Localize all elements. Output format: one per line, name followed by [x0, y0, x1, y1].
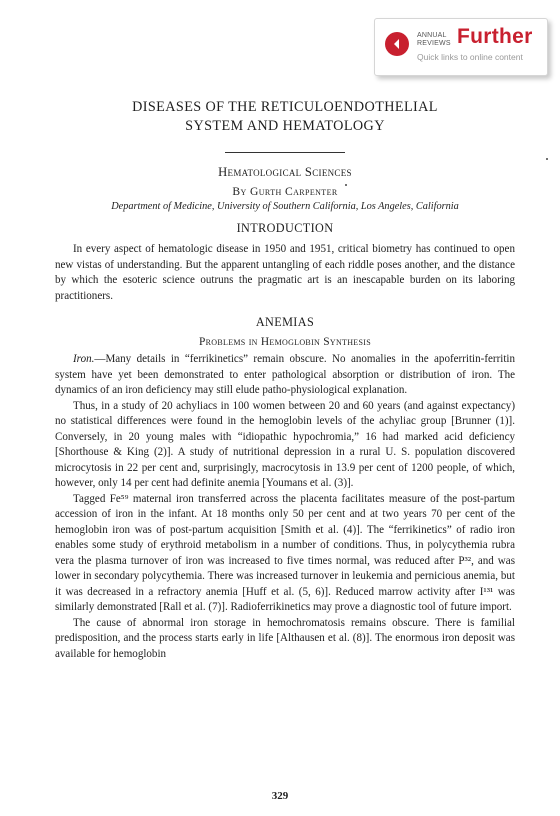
title-divider: [225, 152, 345, 153]
anemias-subheading: Problems in Hemoglobin Synthesis: [199, 336, 371, 348]
section-name: Hematological Sciences: [218, 165, 352, 179]
further-badge[interactable]: [374, 18, 548, 76]
publisher-logo: ANNUAL REVIEWS: [417, 32, 451, 47]
introduction-heading: INTRODUCTION: [236, 221, 334, 235]
article: [55, 98, 515, 662]
speaker-icon[interactable]: [385, 32, 409, 56]
further-subtitle: Quick links to online content: [417, 52, 523, 62]
body-paragraph: Tagged Fe⁵⁹ maternal iron transferred across the placenta facilitates measure of the post-partum accession of iron in the infant. At 18 months only 50 per cent and at two years 70 per cent of the hemoglobin iron was of post-partum acquisition [Smith et al. (4)]. The “ferrikinetics” of radio iron enables some study of erythroid metabolism in a number of conditions. Thus, in polycythemia rubra vera the plasma turnover of iron was increased to five times normal, was reduced after P³², and was lower in secondary polycythemia. There was increased turnover in leukemia and pernicious anemia, but it was decreased in a refractory anemia [Huff et al. (5, 6)]. Reduced marrow activity after I¹³¹ was similarly demonstrated [Rall et al. (7)]. Radioferrikinetics may prove a diagnostic tool of future import.: [55, 492, 515, 613]
page-number: 329: [271, 790, 289, 802]
introduction-paragraph: In every aspect of hematologic disease in 1950 and 1951, critical biometry has continued to open new vistas of understanding. But the apparent untangling of each riddle poses another, and the distance by which the esoteric science outruns the pragmatic art is an inescapable burden on its laboring practitioners.: [55, 243, 515, 302]
iron-paragraph: Iron.—Many details in “ferrikinetics” remain obscure. No anomalies in the apoferritin-ferritin system have yet been demonstrated to enter pathological absorption or distribution of iron. The dynamics of an iron deficiency may still elude patho-physiological explanation.: [55, 353, 515, 396]
body-paragraph: The cause of abnormal iron storage in hemochromatosis remains obscure. There is familial predisposition, and the process starts early in life [Althausen et al. (8)]. The enormous iron deposit was available for hemoglobin: [55, 616, 515, 660]
iron-lead: Iron.: [73, 353, 95, 365]
further-label: Further: [457, 25, 533, 48]
article-title: DISEASES OF THE RETICULOENDOTHELIAL SYSTEM AND HEMATOLOGY: [132, 99, 438, 134]
scan-speck: [345, 184, 347, 186]
author-affiliation: Department of Medicine, University of Southern California, Los Angeles, California: [111, 201, 459, 212]
author-byline: By Gurth Carpenter: [232, 185, 338, 198]
body-paragraph: Thus, in a study of 20 achyliacs in 100 women between 20 and 60 years (and against expectancy) no statistical differences were found in the hemoglobin levels of the achyliac group [Brunner (1)]. Conversely, in 20 young males with “idiopathic hypochromia,” 16 had marked acid deficiency [Shorthouse & King (2)]. A study of nutritional depression in a rural U. S. population discovered microcytosis in 22 per cent and, surprisingly, macrocytosis in 13.9 per cent of 1200 people, of which, however, only 14 per cent had definite anemia [Youmans et al. (3)].: [55, 399, 515, 489]
anemias-heading: ANEMIAS: [255, 315, 315, 329]
scan-speck: [546, 158, 548, 160]
